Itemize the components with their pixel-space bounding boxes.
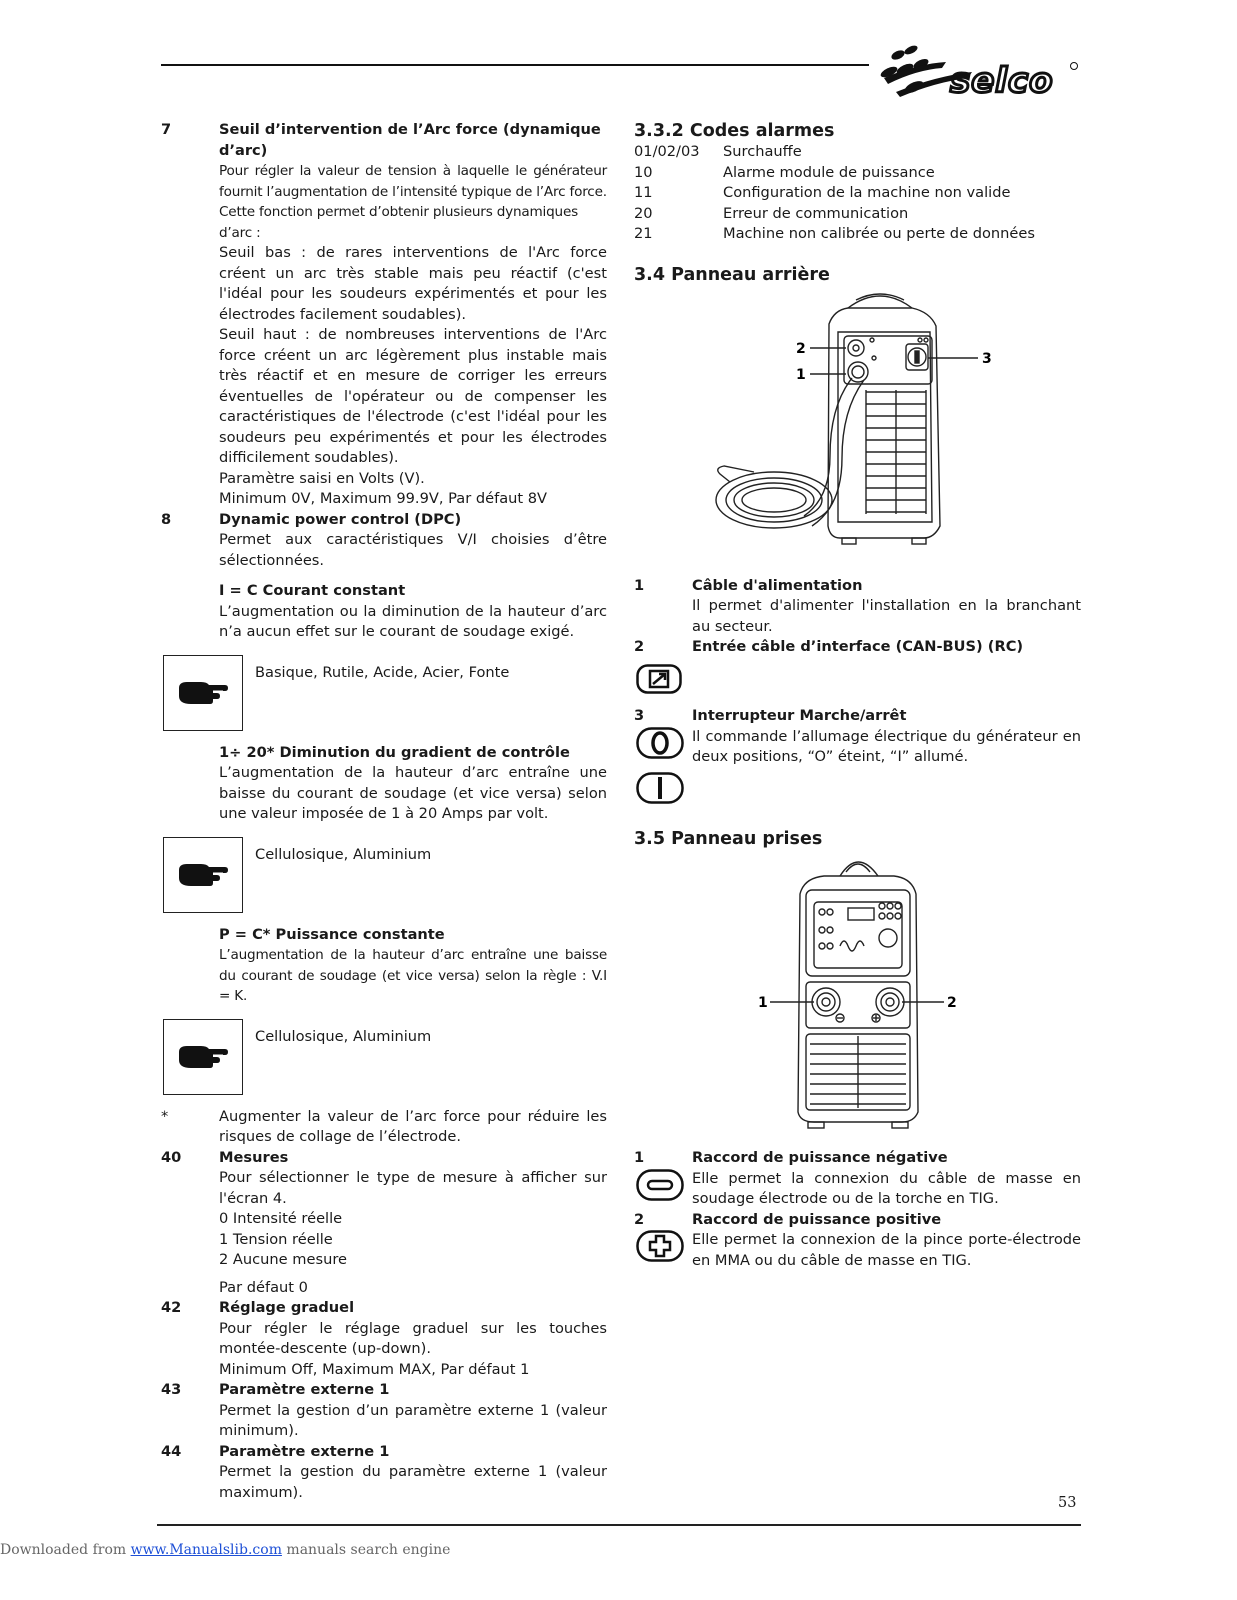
sub-text: L’augmentation de la hauteur d’arc entraîne une baisse du courant de soudage (et vice versa) selon la règle : V.I = K. bbox=[219, 947, 607, 1004]
negative-socket-icon bbox=[636, 1169, 684, 1201]
alarm-row bbox=[634, 204, 1081, 225]
item-text: Minimum 0V, Maximum 99.9V, Par défaut 8V bbox=[219, 490, 548, 507]
alarms-heading: 3.3.2 Codes alarmes bbox=[634, 121, 835, 141]
left-column bbox=[161, 120, 607, 1503]
item-text: Permet la gestion d’un paramètre externe 1 (valeur minimum). bbox=[219, 1401, 607, 1439]
item-title: Interrupteur Marche/arrêt bbox=[692, 707, 907, 724]
sockets-panel-heading: 3.5 Panneau prises bbox=[634, 829, 823, 849]
alarm-row bbox=[634, 142, 1081, 163]
note-box bbox=[163, 1019, 607, 1095]
alarm-code: 20 bbox=[634, 204, 653, 222]
alarm-text: Machine non calibrée ou perte de données bbox=[723, 225, 1035, 242]
switch-off-icon bbox=[636, 727, 684, 759]
item-text: Seuil bas : de rares interventions de l'Arc force créent un arc très stable mais peu réactif (c'est l'idéal pour les soudeurs expérimentés et pour les électrodes facilement soudables). bbox=[219, 244, 607, 323]
option: 0 Intensité réelle bbox=[219, 1210, 343, 1227]
alarm-list bbox=[634, 142, 1081, 245]
pointing-hand-icon bbox=[163, 655, 243, 731]
callout-label: 2 bbox=[796, 340, 806, 357]
selco-logo bbox=[876, 42, 1081, 100]
item-text: Seuil haut : de nombreuses interventions de l'Arc force créent un arc légèrement plus instable mais très réactif et en mesure de corriger les erreurs éventuelles de l'opérateur ou de compenser les caractéristiques de l'électrode (c'est l'idéal pour les soudeurs peu expérimentés et pour les électrodes difficilement soudables). bbox=[219, 326, 607, 466]
manualslib-link[interactable]: www.Manualslib.com bbox=[130, 1542, 282, 1558]
item-text: Elle permet la connexion de la pince porte-électrode en MMA ou du câble de masse en TIG. bbox=[692, 1231, 1081, 1269]
note-box bbox=[163, 837, 607, 913]
sockets-panel-illustration bbox=[634, 850, 1081, 1140]
param-8 bbox=[161, 510, 607, 572]
socket-1-description bbox=[634, 1169, 1081, 1210]
item-number: 2 bbox=[634, 638, 645, 655]
sub-title: I = C Courant constant bbox=[219, 582, 406, 599]
item-text: Pour sélectionner le type de mesure à afficher sur l'écran 4. bbox=[219, 1169, 607, 1207]
item-text: Il permet d'alimenter l'installation en la branchant au secteur. bbox=[692, 597, 1081, 635]
socket-2-description bbox=[634, 1230, 1081, 1271]
item-text: Permet la gestion du paramètre externe 1 (valeur maximum). bbox=[219, 1463, 607, 1501]
param-7 bbox=[161, 120, 607, 510]
right-column bbox=[634, 120, 1081, 1271]
item-text: Augmenter la valeur de l’arc force pour réduire les risques de collage de l’électrode. bbox=[219, 1107, 607, 1145]
item-title: Mesures bbox=[219, 1148, 289, 1166]
item-number: 1 bbox=[634, 576, 645, 594]
rear-item-2 bbox=[634, 637, 1081, 658]
item-text: Pour régler la valeur de tension à laquelle le générateur fournit l’augmentation de l’intensité typique de l’Arc force. bbox=[219, 163, 607, 200]
footer-prefix: Downloaded from bbox=[0, 1542, 131, 1558]
positive-socket-icon bbox=[636, 1230, 684, 1262]
item-title: Paramètre externe 1 bbox=[219, 1442, 390, 1460]
dpc-pc bbox=[161, 925, 607, 1007]
option: 2 Aucune mesure bbox=[219, 1251, 348, 1268]
alarm-text: Alarme module de puissance bbox=[723, 163, 935, 181]
note-text: Cellulosique, Aluminium bbox=[255, 1027, 432, 1045]
item-title: Entrée câble d’interface (CAN-BUS) (RC) bbox=[692, 638, 1024, 655]
footer-rule bbox=[157, 1524, 1081, 1526]
option: 1 Tension réelle bbox=[219, 1230, 333, 1248]
socket-item-2 bbox=[634, 1210, 1081, 1231]
item-number: 1 bbox=[634, 1149, 645, 1166]
item-text: Permet aux caractéristiques V/I choisies d’être sélectionnées. bbox=[219, 531, 607, 569]
alarm-code: 01/02/03 bbox=[634, 143, 700, 160]
header-rule bbox=[161, 64, 869, 66]
alarm-row bbox=[634, 183, 1081, 204]
item-number: 40 bbox=[161, 1148, 182, 1166]
item-title: Câble d'alimentation bbox=[692, 576, 863, 594]
note-text: Basique, Rutile, Acide, Acier, Fonte bbox=[255, 663, 510, 681]
can-bus-connector-icon bbox=[636, 664, 682, 694]
footnote-star bbox=[161, 1107, 607, 1148]
item-title: Réglage graduel bbox=[219, 1299, 355, 1316]
item-text: Minimum Off, Maximum MAX, Par défaut 1 bbox=[219, 1360, 530, 1378]
callout-label: 3 bbox=[982, 350, 992, 367]
switch-on-icon bbox=[636, 772, 684, 804]
item-number: 42 bbox=[161, 1299, 182, 1316]
item-number: * bbox=[161, 1107, 169, 1125]
dpc-ic bbox=[161, 581, 607, 643]
pointing-hand-icon bbox=[163, 1019, 243, 1095]
callout-label: 1 bbox=[796, 366, 806, 383]
rear-panel-illustration bbox=[634, 286, 1081, 558]
callout-label: 1 bbox=[758, 995, 768, 1011]
item-number: 43 bbox=[161, 1381, 182, 1398]
item-number: 44 bbox=[161, 1442, 182, 1460]
rear-item-3 bbox=[634, 706, 1081, 727]
param-44 bbox=[161, 1442, 607, 1504]
item-text: Par défaut 0 bbox=[219, 1278, 308, 1296]
item-number: 8 bbox=[161, 510, 172, 528]
dpc-grad bbox=[161, 743, 607, 825]
item-text: Il commande l’allumage électrique du générateur en deux positions, “O” éteint, “I” allumé. bbox=[692, 727, 1081, 765]
item-title: Dynamic power control (DPC) bbox=[219, 510, 462, 528]
sub-text: L’augmentation de la hauteur d’arc entraîne une baisse du courant de soudage (et vice versa) selon une valeur imposée de 1 à 20 Amps par volt. bbox=[219, 764, 607, 822]
sub-title: 1÷ 20* Diminution du gradient de contrôle bbox=[219, 743, 570, 761]
item-text: Pour régler le réglage graduel sur les touches montée-descente (up-down). bbox=[219, 1319, 607, 1357]
alarm-text: Surchauffe bbox=[723, 143, 802, 160]
item-number: 3 bbox=[634, 707, 645, 724]
pointing-hand-icon bbox=[163, 837, 243, 913]
item-text: Paramètre saisi en Volts (V). bbox=[219, 469, 425, 487]
item-title: Raccord de puissance négative bbox=[692, 1149, 948, 1166]
footer-suffix: manuals search engine bbox=[281, 1542, 451, 1558]
note-text: Cellulosique, Aluminium bbox=[255, 845, 432, 863]
rear-item-1 bbox=[634, 576, 1081, 638]
param-40 bbox=[161, 1148, 607, 1299]
alarm-text: Erreur de communication bbox=[723, 204, 909, 222]
alarm-row bbox=[634, 224, 1081, 245]
item-title: Paramètre externe 1 bbox=[219, 1381, 390, 1398]
sub-text: L’augmentation ou la diminution de la hauteur d’arc n’a aucun effet sur le courant de soudage exigé. bbox=[219, 602, 607, 640]
item-text: Elle permet la connexion du câble de masse en soudage électrode ou de la torche en TIG. bbox=[692, 1169, 1081, 1207]
item-title: Seuil d’intervention de l’Arc force (dynamique d’arc) bbox=[219, 121, 601, 159]
alarm-code: 10 bbox=[634, 163, 653, 181]
socket-item-1 bbox=[634, 1148, 1081, 1169]
page-number: 53 bbox=[1058, 1495, 1077, 1511]
item-title: Raccord de puissance positive bbox=[692, 1210, 942, 1228]
sub-title: P = C* Puissance constante bbox=[219, 925, 445, 943]
note-box bbox=[163, 655, 607, 731]
selco-logo-wordmark: selco bbox=[950, 61, 1054, 100]
item-number: 2 bbox=[634, 1210, 645, 1228]
alarm-text: Configuration de la machine non valide bbox=[723, 184, 1011, 201]
rear-panel-heading: 3.4 Panneau arrière bbox=[634, 264, 830, 285]
alarm-code: 11 bbox=[634, 184, 653, 201]
alarm-code: 21 bbox=[634, 225, 653, 242]
download-footer bbox=[0, 1542, 450, 1558]
param-43 bbox=[161, 1380, 607, 1442]
item-number: 7 bbox=[161, 121, 172, 138]
callout-label: 2 bbox=[947, 995, 957, 1011]
alarm-row bbox=[634, 163, 1081, 184]
switch-description bbox=[634, 727, 1081, 768]
param-42 bbox=[161, 1298, 607, 1380]
item-text: Cette fonction permet d’obtenir plusieurs dynamiques d’arc : bbox=[219, 204, 579, 241]
